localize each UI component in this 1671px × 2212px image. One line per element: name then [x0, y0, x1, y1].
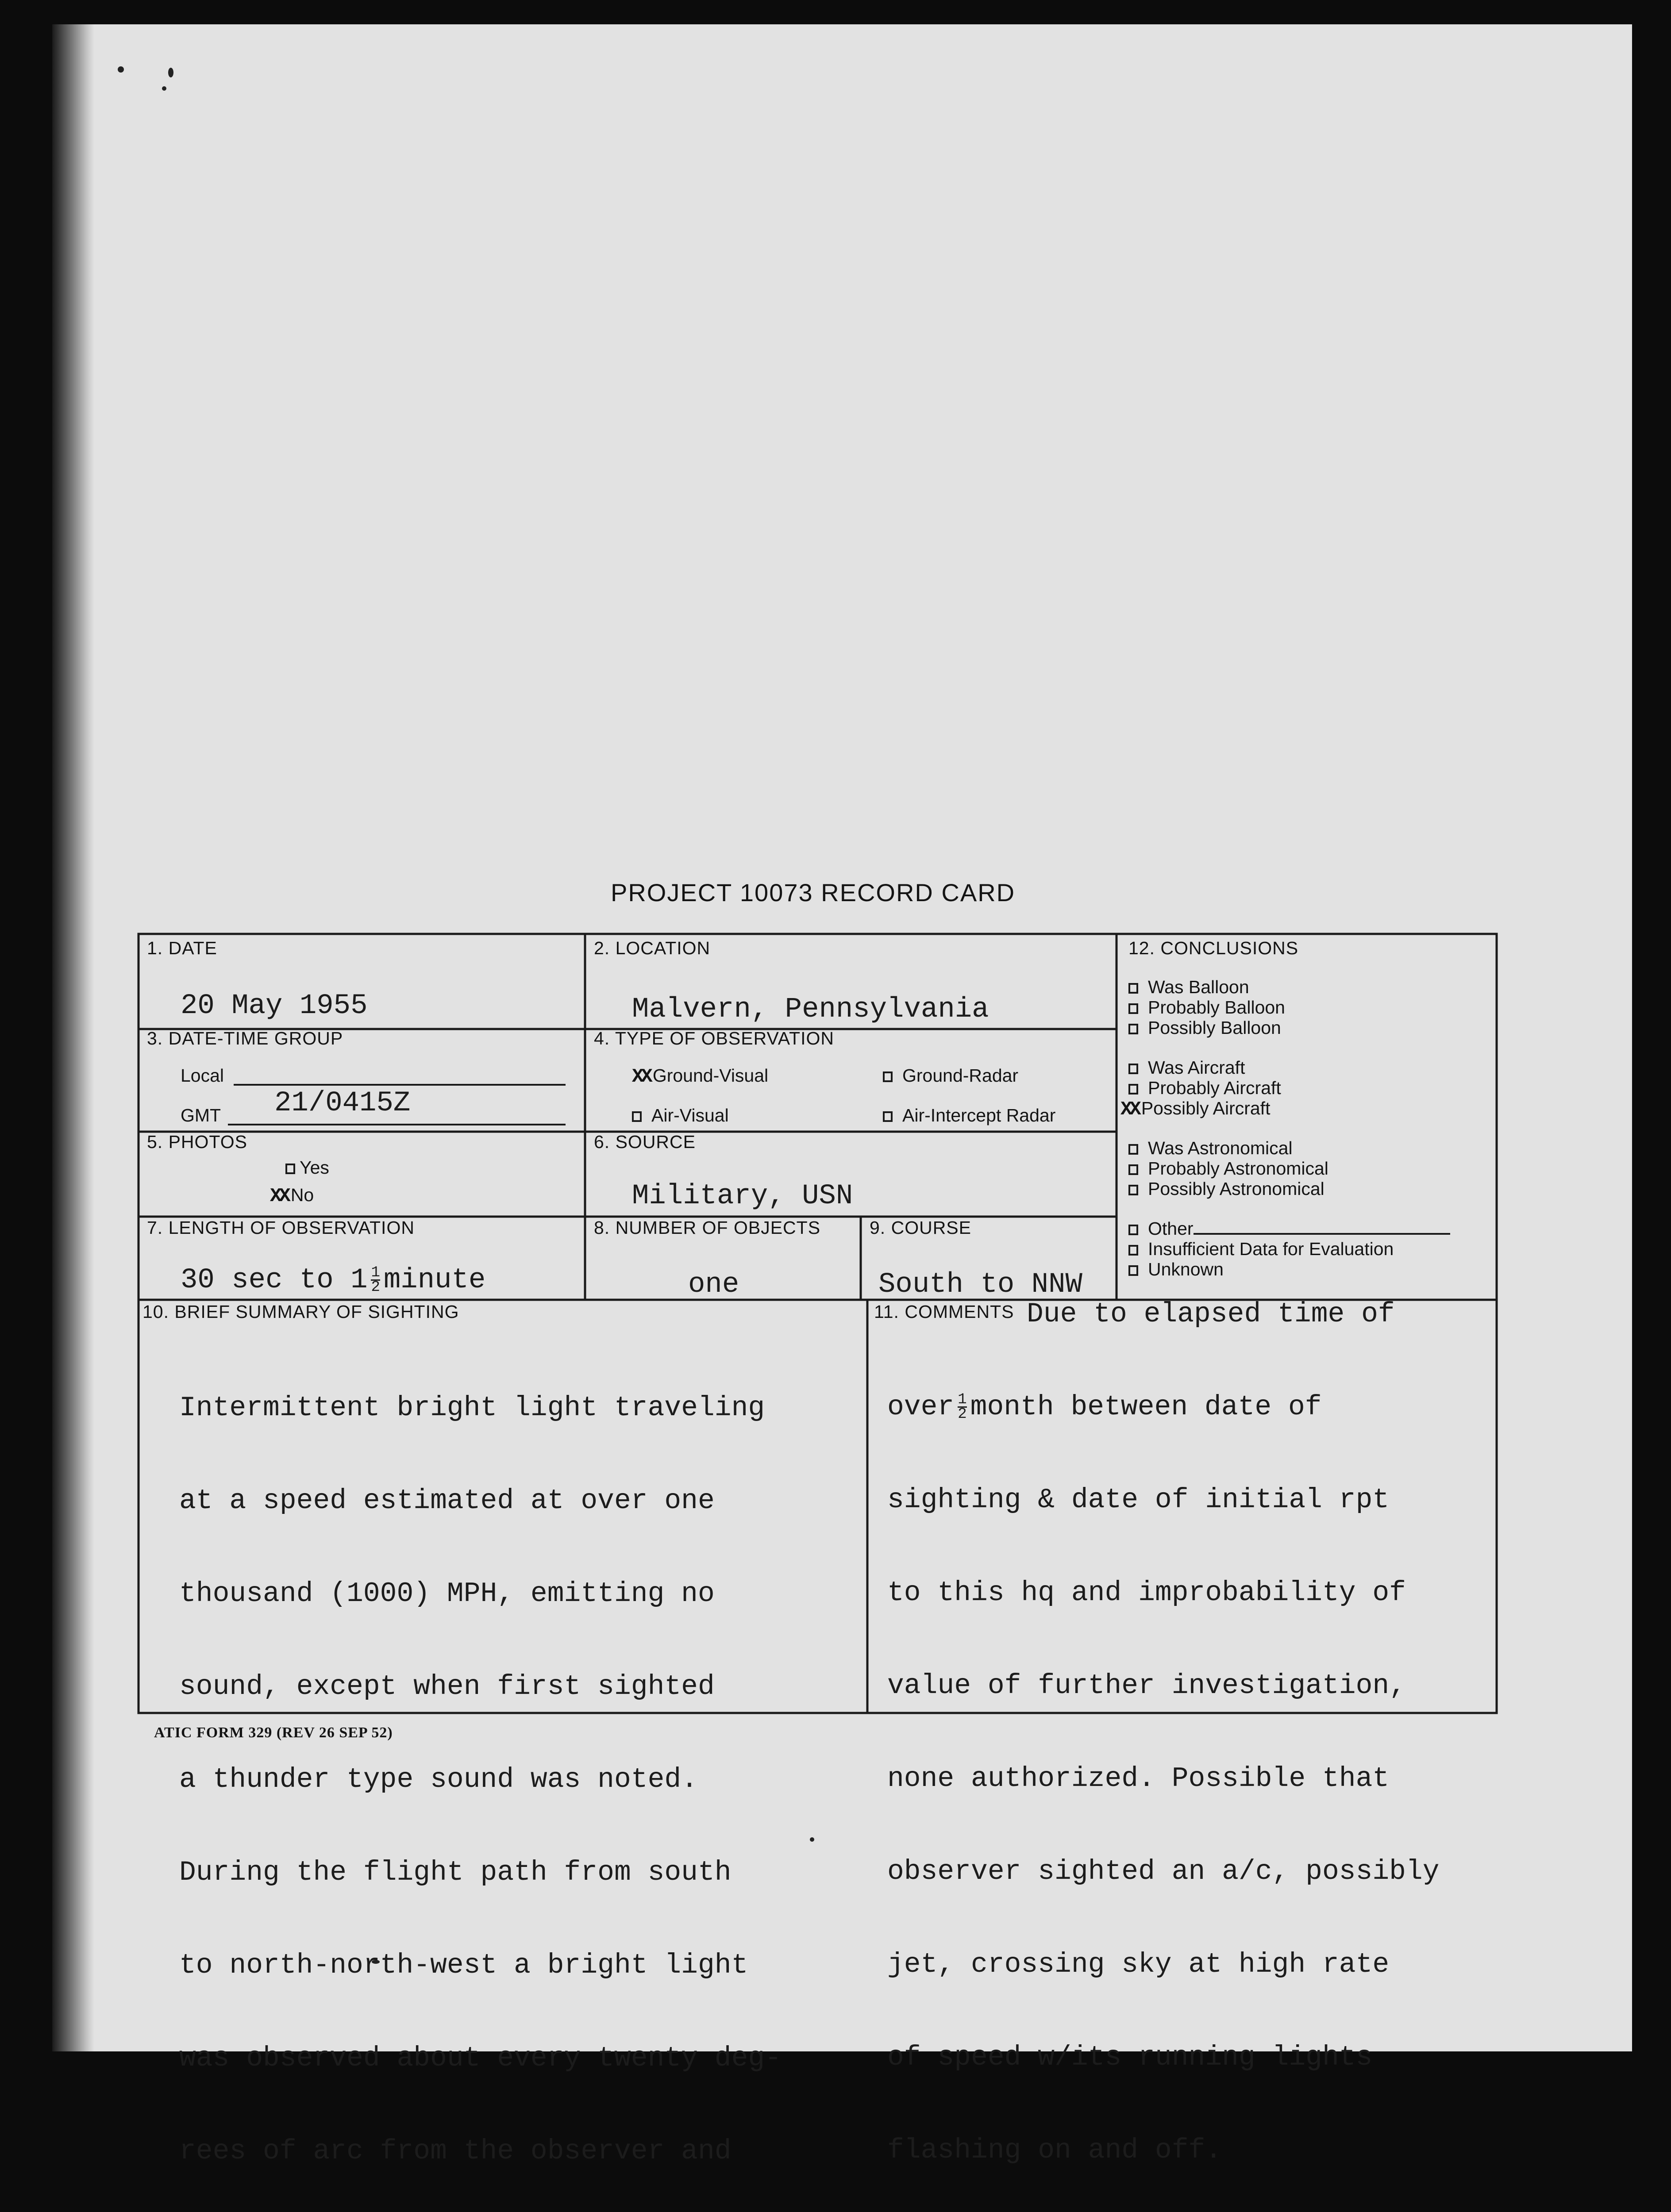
checkbox-empty-icon — [285, 1164, 295, 1174]
local-underline — [234, 1084, 566, 1086]
date-time-group-label: 3. DATE-TIME GROUP — [147, 1028, 343, 1048]
conclusion-insufficient-data: Insufficient Data for Evaluation — [1128, 1239, 1394, 1260]
checkbox-empty-icon — [883, 1111, 893, 1122]
comments-label: 11. COMMENTS — [874, 1302, 1014, 1322]
source-label: 6. SOURCE — [594, 1132, 696, 1152]
obs-ground-visual: XX Ground-Visual — [632, 1065, 769, 1088]
photos-label: 5. PHOTOS — [147, 1132, 247, 1152]
photos-yes: Yes — [285, 1157, 329, 1178]
summary-line: a thunder type sound was noted. — [179, 1764, 698, 1795]
checkbox-empty-icon — [1128, 1003, 1138, 1014]
obs-ground-radar: Ground-Radar — [883, 1065, 1018, 1086]
conclusion-other: Other — [1128, 1218, 1450, 1239]
comment-line: observer sighted an a/c, possibly — [887, 1856, 1440, 1887]
scan-speck — [810, 1837, 814, 1842]
checkmark-x-icon: XX — [270, 1185, 288, 1207]
obs-air-visual: Air-Visual — [632, 1105, 729, 1126]
length-of-observation-label: 7. LENGTH OF OBSERVATION — [147, 1217, 415, 1238]
obs-air-intercept-radar: Air-Intercept Radar — [883, 1105, 1055, 1126]
number-of-objects-label: 8. NUMBER OF OBJECTS — [594, 1217, 821, 1238]
checkbox-empty-icon — [1128, 1265, 1138, 1276]
source-value: Military, USN — [632, 1180, 853, 1212]
one-half-fraction: $\frac{1}{2}$ — [371, 1264, 380, 1296]
gmt-value: 21/0415Z — [274, 1087, 411, 1119]
comment-line: sighting & date of initial rpt — [887, 1484, 1390, 1516]
conclusion-possibly-astronomical: Possibly Astronomical — [1128, 1179, 1324, 1199]
checkbox-empty-icon — [883, 1071, 893, 1082]
comment-line: to this hq and improbability of — [887, 1577, 1406, 1609]
summary-line: was observed about every twenty deg- — [179, 2043, 782, 2074]
comment-line: none authorized. Possible that — [887, 1763, 1390, 1794]
conclusion-probably-astronomical: Probably Astronomical — [1128, 1158, 1328, 1179]
summary-line: During the flight path from south — [179, 1857, 732, 1888]
location-label: 2. LOCATION — [594, 938, 711, 958]
conclusion-was-aircraft: Was Aircraft — [1128, 1057, 1245, 1078]
summary-line: at a speed estimated at over one — [179, 1485, 715, 1517]
conclusion-unknown: Unknown — [1128, 1259, 1224, 1280]
summary-line: rees of arc from the observer and — [179, 2135, 732, 2167]
comments-text — [887, 1330, 1440, 2212]
comment-line: jet, crossing sky at high rate — [887, 1949, 1390, 1980]
summary-line: thousand (1000) MPH, emitting no — [179, 1578, 715, 1609]
course-value: South to NNW — [878, 1269, 1082, 1301]
date-value: 20 May 1955 — [181, 990, 368, 1022]
checkbox-empty-icon — [1128, 1164, 1138, 1175]
conclusion-was-balloon: Was Balloon — [1128, 977, 1249, 998]
checkbox-empty-icon — [1128, 1084, 1138, 1094]
location-value: Malvern, Pennsylvania — [632, 994, 989, 1025]
course-label: 9. COURSE — [870, 1217, 971, 1238]
scan-speck — [162, 86, 166, 91]
conclusion-was-astronomical: Was Astronomical — [1128, 1138, 1293, 1159]
date-label: 1. DATE — [147, 938, 217, 958]
other-underline — [1194, 1233, 1450, 1235]
type-of-observation-label: 4. TYPE OF OBSERVATION — [594, 1028, 834, 1048]
gmt-underline — [228, 1124, 566, 1125]
summary-line: sound, except when first sighted — [179, 1671, 715, 1702]
checkbox-empty-icon — [1128, 1144, 1138, 1155]
checkbox-empty-icon — [1128, 983, 1138, 994]
gmt-label: GMT — [181, 1105, 221, 1125]
length-value: 30 sec to 1 $\frac{1}{2}$ minute — [181, 1264, 486, 1296]
checkbox-empty-icon — [1128, 1064, 1138, 1074]
checkbox-empty-icon — [1128, 1245, 1138, 1256]
checkbox-empty-icon — [1128, 1225, 1138, 1235]
number-of-objects-value: one — [688, 1269, 739, 1301]
conclusion-probably-aircraft: Probably Aircraft — [1128, 1078, 1281, 1098]
conclusion-probably-balloon: Probably Balloon — [1128, 997, 1285, 1018]
card-title: PROJECT 10073 RECORD CARD — [611, 879, 1016, 906]
checkmark-x-icon: XX — [1120, 1098, 1139, 1121]
conclusion-possibly-aircraft: XX Possibly Aircraft — [1120, 1098, 1271, 1121]
checkbox-empty-icon — [1128, 1185, 1138, 1195]
comment-line: value of further investigation, — [887, 1670, 1406, 1701]
photos-no: XX No — [270, 1185, 314, 1207]
checkbox-empty-icon — [632, 1111, 642, 1122]
conclusion-possibly-balloon: Possibly Balloon — [1128, 1018, 1281, 1038]
comments-first-line: Due to elapsed time of — [1027, 1298, 1395, 1330]
comment-line: flashing on and off. — [887, 2135, 1222, 2166]
comment-line: over $\frac{1}{2}$ month between date of — [887, 1391, 1322, 1423]
one-half-fraction: $\frac{1}{2}$ — [958, 1391, 967, 1423]
scan-edge-shadow — [52, 24, 94, 2051]
conclusions-label: 12. CONCLUSIONS — [1128, 938, 1299, 958]
checkmark-x-icon: XX — [632, 1066, 650, 1088]
comment-line: of speed w/its running lights — [887, 2042, 1373, 2073]
checkbox-empty-icon — [1128, 1024, 1138, 1034]
summary-line: to north-north-west a bright light — [179, 1950, 748, 1981]
form-identifier: ATIC FORM 329 (REV 26 SEP 52) — [154, 1724, 393, 1741]
local-label: Local — [181, 1065, 224, 1086]
scan-speck — [168, 68, 173, 77]
brief-summary-label: 10. BRIEF SUMMARY OF SIGHTING — [142, 1302, 459, 1322]
summary-line: Intermittent bright light traveling — [179, 1392, 765, 1424]
scan-speck — [118, 66, 124, 73]
brief-summary-text — [179, 1331, 782, 2212]
